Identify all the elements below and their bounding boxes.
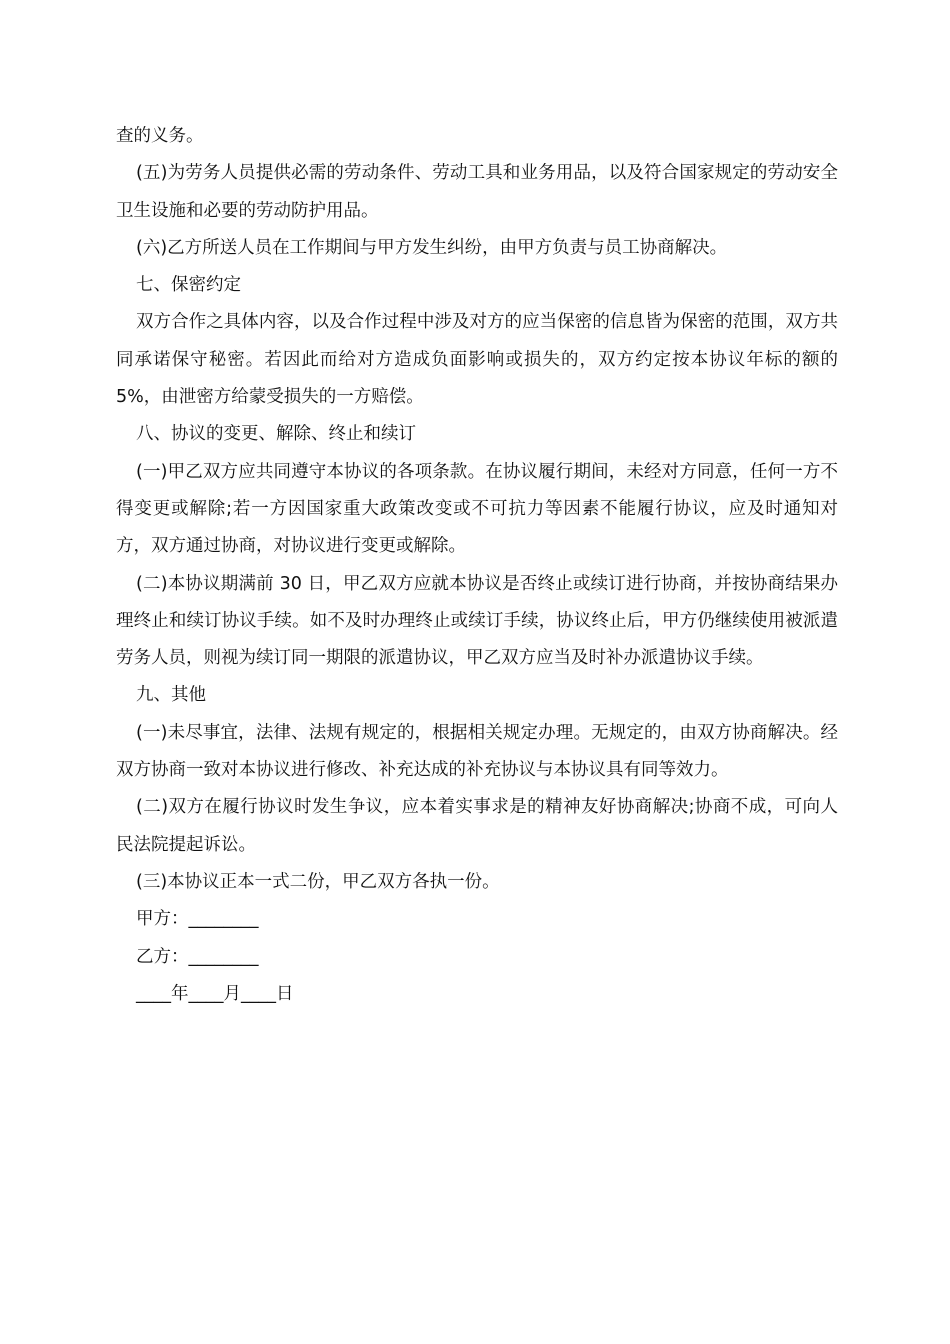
signature-party-b: 乙方：________ [136, 946, 259, 967]
heading-section-9-other: 九、其他 [136, 685, 206, 706]
paragraph-obligation-end: 查的义务。 [116, 126, 204, 146]
paragraph-section-9-item-3: (三)本协议正本一式二份，甲乙双方各执一份。 [136, 871, 500, 892]
heading-section-8-changes: 八、协议的变更、解除、终止和续订 [136, 424, 416, 445]
paragraph-section-9-item-1: (一)未尽事宜，法律、法规有规定的，根据相关规定办理。无规定的，由双方协商解决。经双方协商一致对本协议进行修改、补充达成的补充协议与本协议具有同等效力。 [116, 722, 838, 781]
paragraph-confidentiality-terms: 双方合作之具体内容，以及合作过程中涉及对方的应当保密的信息皆为保密的范围，双方共同承诺保守秘密。若因此而给对方造成负面影响或损失的，双方约定按本协议年标的额的 5%，由泄密方给蒙受损失的一方赔偿。 [116, 312, 844, 408]
paragraph-clause-6-disputes: (六)乙方所送人员在工作期间与甲方发生纠纷，由甲方负责与员工协商解决。 [136, 237, 728, 258]
paragraph-section-8-item-1: (一)甲乙双方应共同遵守本协议的各项条款。在协议履行期间，未经对方同意，任何一方不得变更或解除;若一方因国家重大政策改变或不可抗力等因素不能履行协议，应及时通知对方，双方通过协商，对协议进行变更或解除。 [116, 461, 838, 557]
heading-section-7-confidentiality: 七、保密约定 [136, 275, 241, 296]
document-body [116, 118, 844, 1013]
paragraph-section-9-item-2: (二)双方在履行协议时发生争议，应本着实事求是的精神友好协商解决;协商不成，可向人民法院提起诉讼。 [116, 797, 838, 855]
paragraph-section-8-item-2: (二)本协议期满前 30 日，甲乙双方应就本协议是否终止或续订进行协商，并按协商结果办理终止和续订协议手续。如不及时办理终止或续订手续，协议终止后，甲方仍继续使用被派遣劳务人员，则视为续订同一期限的派遣协议，甲乙双方应当及时补办派遣协议手续。 [116, 573, 838, 669]
signature-date: ____年____月____日 [136, 983, 294, 1004]
signature-party-a: 甲方：________ [136, 909, 259, 930]
paragraph-clause-5-labor-conditions: (五)为劳务人员提供必需的劳动条件、劳动工具和业务用品，以及符合国家规定的劳动安全卫生设施和必要的劳动防护用品。 [116, 163, 838, 221]
